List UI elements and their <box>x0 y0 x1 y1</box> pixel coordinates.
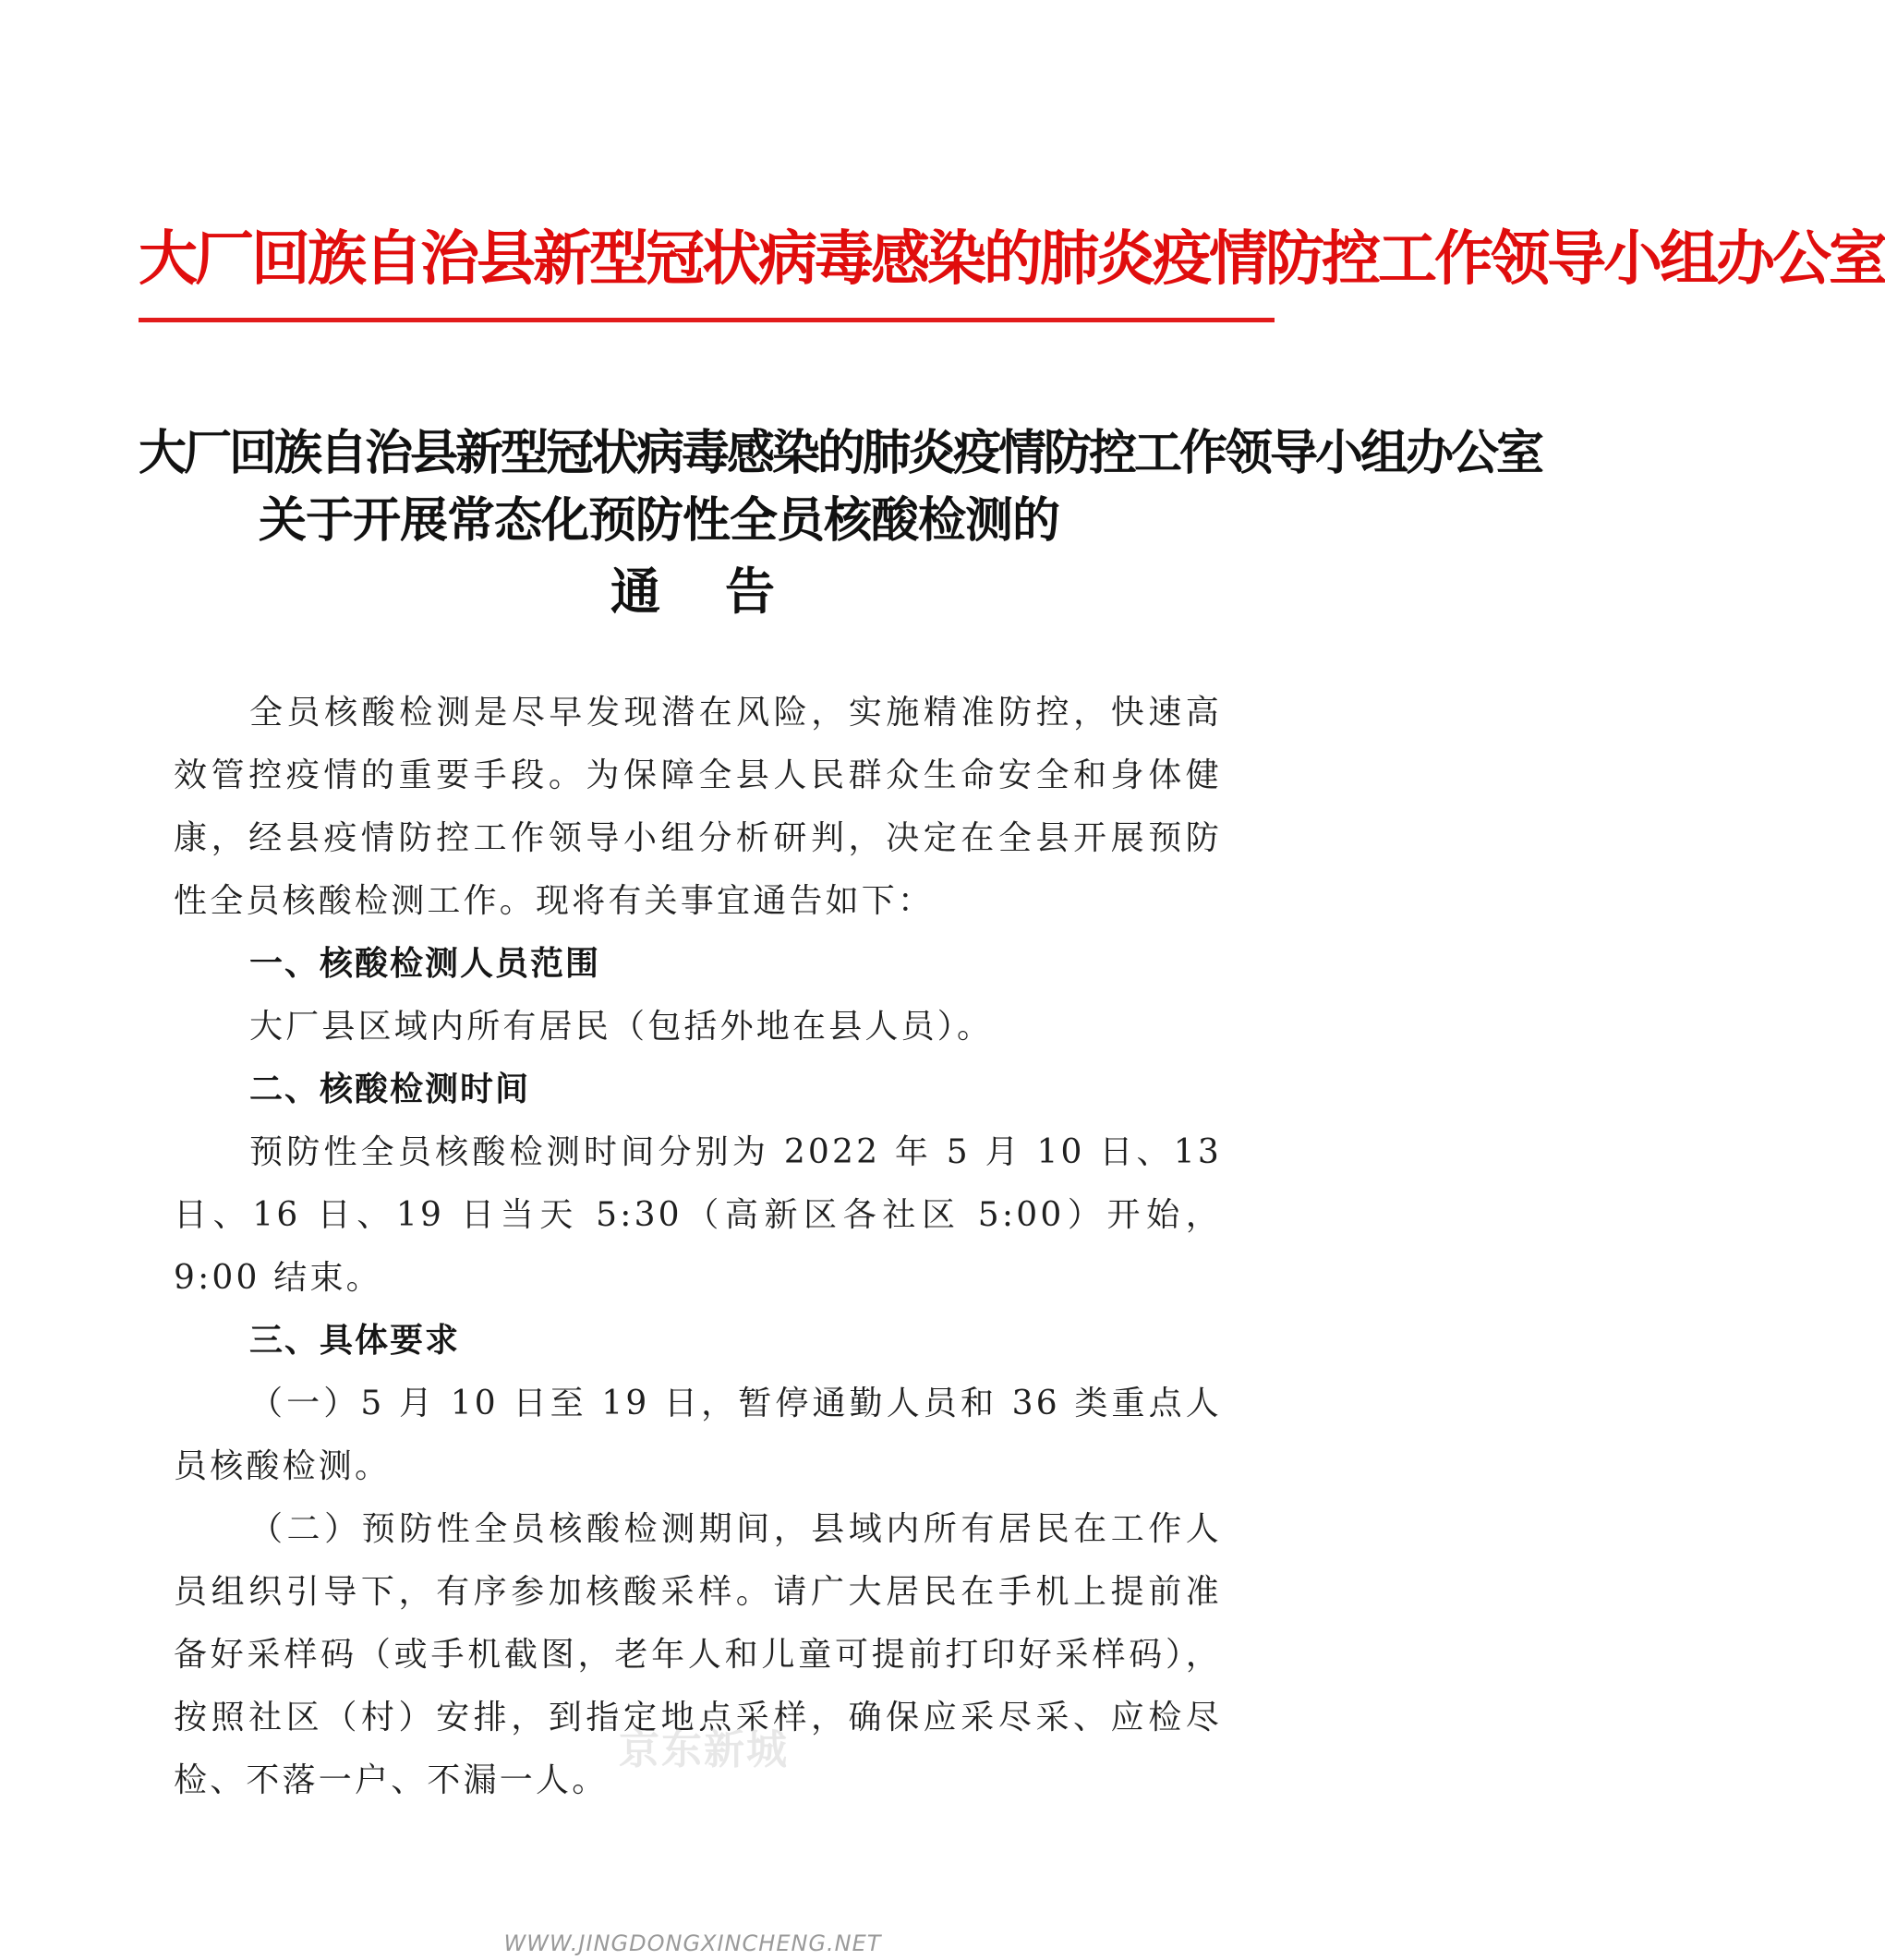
section-2-heading: 二、核酸检测时间 <box>249 1071 531 1108</box>
masthead-title: 大厂回族自治县新型冠状病毒感染的肺炎疫情防控工作领导小组办公室 <box>139 225 1885 294</box>
notice-body <box>174 682 1222 1812</box>
footer-url: WWW.JINGDONGXINCHENG.NET <box>503 1930 882 1956</box>
masthead-red-rule <box>139 318 1275 322</box>
section-3-item-2: （二）预防性全员核酸检测期间，县域内所有居民在工作人员组织引导下，有序参加核酸采样。请广大居民在手机上提前准备好采样码（或手机截图，老年人和儿童可提前打印好采样码），按照社区（村）安排，到指定地点采样，确保应采尽采、应检尽检、不落一户、不漏一人。 <box>174 1510 1222 1799</box>
section-2-text: 预防性全员核酸检测时间分别为 2022 年 5 月 10 日、13 日、16 日、19 日当天 5:30（高新区各社区 5:00）开始，9:00 结束。 <box>174 1133 1222 1297</box>
watermark: 京东新城 <box>619 1726 789 1773</box>
section-1-text: 大厂县区域内所有居民（包括外地在县人员）。 <box>249 1008 994 1046</box>
notice-title-line-3: 通告 <box>610 562 840 621</box>
section-1-heading: 一、核酸检测人员范围 <box>249 945 601 983</box>
notice-title-line-2: 关于开展常态化预防性全员核酸检测的 <box>259 492 1060 549</box>
notice-title-line-1: 大厂回族自治县新型冠状病毒感染的肺炎疫情防控工作领导小组办公室 <box>139 425 1542 481</box>
section-3-heading: 三、具体要求 <box>249 1322 461 1360</box>
section-3-item-1: （一）5 月 10 日至 19 日，暂停通勤人员和 36 类重点人员核酸检测。 <box>174 1385 1222 1485</box>
intro-paragraph: 全员核酸检测是尽早发现潜在风险，实施精准防控，快速高效管控疫情的重要手段。为保障全县人民群众生命安全和身体健康，经县疫情防控工作领导小组分析研判，决定在全县开展预防性全员核酸检测工作。现将有关事宜通告如下： <box>174 694 1222 920</box>
